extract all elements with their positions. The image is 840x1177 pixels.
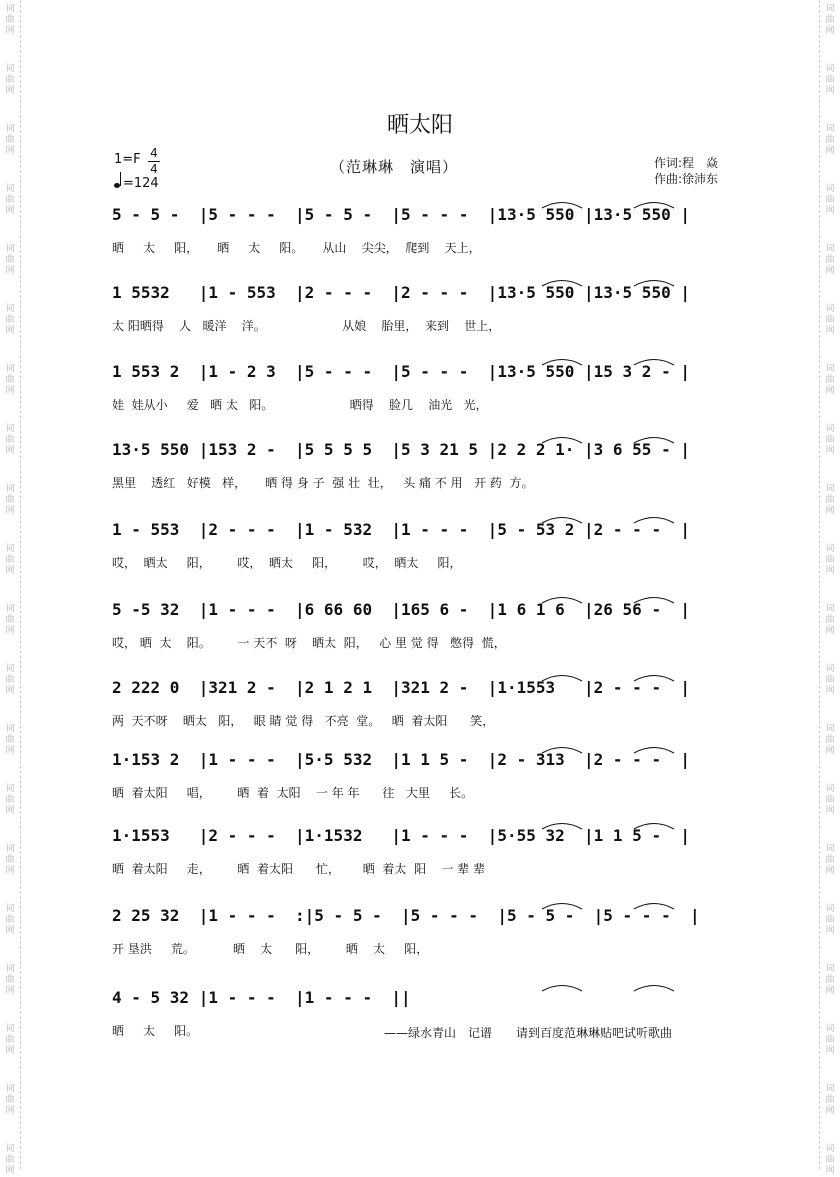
slur-arc	[634, 360, 674, 366]
slur-marks	[112, 980, 752, 992]
slur-arc	[634, 438, 674, 444]
slur-arc	[634, 676, 674, 682]
time-signature	[148, 146, 160, 177]
slur-arc	[634, 986, 674, 992]
watermark-text: 词 曲 网	[5, 784, 15, 816]
watermark-text: 词 曲 网	[5, 244, 15, 276]
watermark-text: 词 曲 网	[5, 1144, 15, 1176]
watermark-text: 词 曲 网	[5, 304, 15, 336]
lyric-line: 晒 着太阳 走， 晒 着太阳 忙， 晒 着太 阳 一 辈 辈	[112, 862, 485, 876]
time-signature-bottom: 4	[150, 162, 158, 176]
slur-marks	[112, 670, 752, 682]
slur-marks	[112, 742, 752, 754]
score-row	[112, 826, 752, 886]
watermark-text: 词 曲 网	[825, 1084, 835, 1116]
lyric-line: 晒 太 阳。	[112, 1024, 199, 1038]
notation-line: 2 25 32 |1 - - - :|5 - 5 - |5 - - - |5 - 5 - |5 - - - |	[112, 906, 700, 925]
slur-marks	[112, 512, 752, 524]
watermark-text: 词 曲 网	[825, 664, 835, 696]
transcriber-footer: ——绿水青山 记谱 请到百度范琳琳贴吧试听歌曲	[384, 1026, 673, 1040]
slur-arc	[542, 360, 582, 366]
slur-arc	[542, 824, 582, 830]
score-row	[112, 205, 752, 265]
watermark-text: 词 曲 网	[825, 304, 835, 336]
notation-line: 5 -5 32 |1 - - - |6 66 60 |165 6 - |1 6 1 6 |26 56 - |	[112, 600, 690, 619]
composer-credit: 作曲:徐沛东	[654, 172, 719, 186]
watermark-text: 词 曲 网	[5, 184, 15, 216]
notation-line: 1 - 553 |2 - - - |1 - 532 |1 - - - |5 - 53 2 |2 - - - |	[112, 520, 690, 539]
watermark-text: 词 曲 网	[5, 364, 15, 396]
watermark-text: 词 曲 网	[5, 724, 15, 756]
slur-arc	[542, 438, 582, 444]
slur-arc	[542, 986, 582, 992]
lyric-line: 哎， 晒 太 阳。 一 天不 呀 晒太 阳， 心 里 觉 得 憋得 慌，	[112, 636, 506, 650]
watermark-text: 词 曲 网	[825, 484, 835, 516]
watermark-text: 词 曲 网	[825, 424, 835, 456]
notation-line: 1·1553 |2 - - - |1·1532 |1 - - - |5·55 32 |1 1 5 - |	[112, 826, 690, 845]
quarter-note-icon	[114, 183, 120, 188]
watermark-text: 词 曲 网	[5, 484, 15, 516]
slur-marks	[112, 354, 752, 366]
slur-marks	[112, 197, 752, 209]
watermark-text: 词 曲 网	[5, 1084, 15, 1116]
lyric-line: 开 垦洪 荒。 晒 太 阳， 晒 太 阳，	[112, 942, 429, 956]
lyric-line: 哎， 晒太 阳， 哎， 晒太 阳， 哎， 晒太 阳，	[112, 556, 462, 570]
watermark-text: 词 曲 网	[825, 1144, 835, 1176]
watermark-text: 词 曲 网	[5, 664, 15, 696]
watermark-text: 词 曲 网	[5, 604, 15, 636]
singer-credit: （范琳琳 演唱）	[330, 158, 459, 176]
watermark-text: 词 曲 网	[825, 244, 835, 276]
tempo-marking	[114, 176, 159, 191]
song-title: 晒太阳	[386, 113, 453, 138]
lyric-line: 晒 着太阳 唱， 晒 着 太阳 一 年 年 往 大里 长。	[112, 786, 473, 800]
watermark-text: 词 曲 网	[5, 964, 15, 996]
watermark-text: 词 曲 网	[825, 64, 835, 96]
watermark-text: 词 曲 网	[825, 784, 835, 816]
slur-arc	[542, 518, 582, 524]
notation-line: 1 5532 |1 - 553 |2 - - - |2 - - - |13·5 550 |13·5 550 |	[112, 283, 690, 302]
notation-line: 2 222 0 |321 2 - |2 1 2 1 |321 2 - |1·1553 |2 - - - |	[112, 678, 690, 697]
watermark-text: 词 曲 网	[825, 844, 835, 876]
slur-arc	[542, 904, 582, 910]
tempo-value: =124	[123, 176, 159, 191]
score-row	[112, 520, 752, 580]
watermark-text: 词 曲 网	[5, 124, 15, 156]
slur-arc	[542, 203, 582, 209]
slur-marks	[112, 898, 752, 910]
notation-line: 1·153 2 |1 - - - |5·5 532 |1 1 5 - |2 - 313 |2 - - - |	[112, 750, 690, 769]
notation-line: 13·5 550 |153 2 - |5 5 5 5 |5 3 21 5 |2 2 2 1· |3 6 55 - |	[112, 440, 690, 459]
watermark-text: 词 曲 网	[5, 1024, 15, 1056]
watermark-text: 词 曲 网	[825, 604, 835, 636]
slur-arc	[634, 518, 674, 524]
slur-marks	[112, 818, 752, 830]
notation-line: 1 553 2 |1 - 2 3 |5 - - - |5 - - - |13·5 550 |15 3 2 - |	[112, 362, 690, 381]
watermark-text: 词 曲 网	[825, 124, 835, 156]
lyric-line: 娃 娃从小 爱 晒 太 阳。 晒得 脸几 油光 光，	[112, 398, 488, 412]
watermark-text: 词 曲 网	[5, 904, 15, 936]
key-signature: 1=F	[114, 152, 141, 167]
score-row	[112, 906, 752, 966]
score-row	[112, 362, 752, 422]
watermark-text: 词 曲 网	[5, 4, 15, 36]
notation-line: 4 - 5 32 |1 - - - |1 - - - ||	[112, 988, 411, 1007]
slur-arc	[634, 203, 674, 209]
lyric-line: 晒 太 阳， 晒 太 阳。 从山 尖尖， 爬到 天上，	[112, 241, 481, 255]
slur-marks	[112, 592, 752, 604]
watermark-text: 词 曲 网	[825, 184, 835, 216]
slur-arc	[634, 281, 674, 287]
watermark-text: 词 曲 网	[825, 364, 835, 396]
watermark-text: 词 曲 网	[825, 4, 835, 36]
watermark-text: 词 曲 网	[5, 64, 15, 96]
watermark-text: 词 曲 网	[825, 1024, 835, 1056]
lyricist-credit: 作词:程 焱	[654, 156, 719, 170]
watermark-text: 词 曲 网	[825, 904, 835, 936]
slur-arc	[634, 748, 674, 754]
slur-marks	[112, 275, 752, 287]
slur-marks	[112, 432, 752, 444]
score-row	[112, 283, 752, 343]
watermark-text: 词 曲 网	[5, 424, 15, 456]
watermark-text: 词 曲 网	[825, 724, 835, 756]
score-row	[112, 440, 752, 500]
slur-arc	[634, 904, 674, 910]
slur-arc	[542, 281, 582, 287]
slur-arc	[542, 748, 582, 754]
watermark-text: 词 曲 网	[5, 544, 15, 576]
watermark-text: 词 曲 网	[825, 544, 835, 576]
watermark-text: 词 曲 网	[825, 964, 835, 996]
slur-arc	[542, 598, 582, 604]
slur-arc	[634, 824, 674, 830]
score-row	[112, 678, 752, 738]
score-row	[112, 600, 752, 660]
lyric-line: 两 天不呀 晒太 阳， 眼 睛 觉 得 不亮 堂。 晒 着太阳 笑，	[112, 714, 495, 728]
slur-arc	[542, 676, 582, 682]
slur-arc	[634, 598, 674, 604]
lyric-line: 太 阳晒得 人 暖洋 洋。 从娘 胎里， 来到 世上，	[112, 319, 501, 333]
lyric-line: 黑里 透红 好模 样， 晒 得 身 子 强 壮 壮， 头 痛 不 用 开 药 方。	[112, 476, 534, 490]
score-row	[112, 750, 752, 810]
watermark-text: 词 曲 网	[5, 844, 15, 876]
time-signature-top: 4	[150, 146, 158, 160]
notation-line: 5 - 5 - |5 - - - |5 - 5 - |5 - - - |13·5 550 |13·5 550 |	[112, 205, 690, 224]
